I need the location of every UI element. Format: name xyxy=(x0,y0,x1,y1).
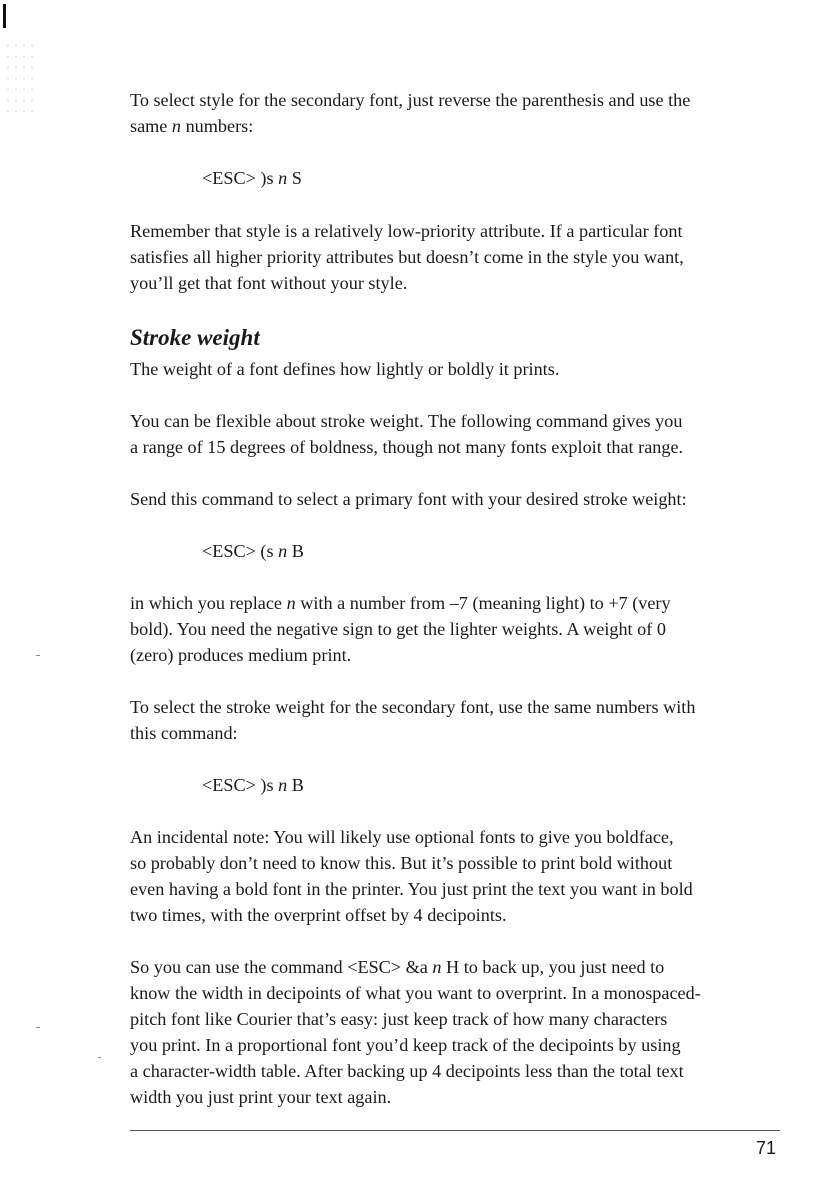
command-text: S xyxy=(287,168,302,188)
command-text: B xyxy=(287,775,304,795)
command-secondary-weight xyxy=(202,772,304,798)
text-line: So you can use the command <ESC> &a xyxy=(130,957,433,977)
text-line: The weight of a font defines how lightly or boldly it prints. xyxy=(130,359,560,379)
text-line: An incidental note: You will likely use optional fonts to give you boldface, xyxy=(130,827,674,847)
text-line: a range of 15 degrees of boldness, though not many fonts exploit that range. xyxy=(130,437,684,457)
paragraph-secondary-weight xyxy=(130,694,780,746)
text-line: so probably don’t need to know this. But it’s possible to print bold without xyxy=(130,853,673,873)
text-line: bold). You need the negative sign to get the lighter weights. A weight of 0 xyxy=(130,619,666,639)
margin-mark xyxy=(36,655,40,656)
paragraph-backup xyxy=(130,954,780,1110)
text-line: pitch font like Courier that’s easy: just keep track of how many characters xyxy=(130,1009,668,1029)
text-line: with a number from –7 (meaning light) to +7 (very xyxy=(295,593,671,613)
paragraph-send xyxy=(130,486,780,512)
scan-edge-mark xyxy=(3,4,6,28)
text-line: You can be flexible about stroke weight. The following command gives you xyxy=(130,411,683,431)
paragraph-flexible xyxy=(130,408,780,460)
text-line: numbers: xyxy=(181,116,254,136)
margin-mark xyxy=(98,1057,101,1058)
text-line: you print. In a proportional font you’d keep track of the decipoints by using xyxy=(130,1035,681,1055)
footer-rule xyxy=(130,1130,780,1131)
text-line: Remember that style is a relatively low-priority attribute. If a particular font xyxy=(130,221,683,241)
text-line: know the width in decipoints of what you want to overprint. In a monospaced- xyxy=(130,983,701,1003)
command-text: B xyxy=(287,541,304,561)
text-line: even having a bold font in the printer. You just print the text you want in bold xyxy=(130,879,693,899)
text-line: same xyxy=(130,116,172,136)
variable-n: n xyxy=(278,168,288,188)
command-text: <ESC> )s xyxy=(202,168,279,188)
text-line: a character-width table. After backing up 4 decipoints less than the total text xyxy=(130,1061,684,1081)
text-line: Send this command to select a primary font with your desired stroke weight: xyxy=(130,489,687,509)
text-line: (zero) produces medium print. xyxy=(130,645,352,665)
paragraph-replace xyxy=(130,590,780,668)
variable-n: n xyxy=(286,593,296,613)
text-line: H to back up, you just need to xyxy=(441,957,665,977)
paragraph-secondary-style xyxy=(130,87,780,139)
variable-n: n xyxy=(278,775,288,795)
scan-noise xyxy=(4,40,34,120)
variable-n: n xyxy=(278,541,288,561)
text-line: To select the stroke weight for the secondary font, use the same numbers with xyxy=(130,697,696,717)
text-line: To select style for the secondary font, just reverse the parenthesis and use the xyxy=(130,90,691,110)
command-text: <ESC> (s xyxy=(202,541,279,561)
paragraph-priority xyxy=(130,218,780,296)
text-line: this command: xyxy=(130,723,238,743)
margin-mark xyxy=(36,1027,40,1028)
text-line: satisfies all higher priority attributes but doesn’t come in the style you want, xyxy=(130,247,684,267)
command-primary-weight xyxy=(202,538,304,564)
paragraph-incidental xyxy=(130,824,780,928)
variable-n: n xyxy=(171,116,182,136)
text-line: two times, with the overprint offset by 4 decipoints. xyxy=(130,905,507,925)
paragraph-intro xyxy=(130,356,780,382)
command-secondary-style xyxy=(202,165,302,191)
variable-n: n xyxy=(432,957,442,977)
section-heading: Stroke weight xyxy=(130,325,260,350)
page-number: 71 xyxy=(755,1138,776,1158)
text-line: you’ll get that font without your style. xyxy=(130,273,408,293)
text-line: width you just print your text again. xyxy=(130,1087,392,1107)
command-text: <ESC> )s xyxy=(202,775,279,795)
text-line: in which you replace xyxy=(130,593,287,613)
